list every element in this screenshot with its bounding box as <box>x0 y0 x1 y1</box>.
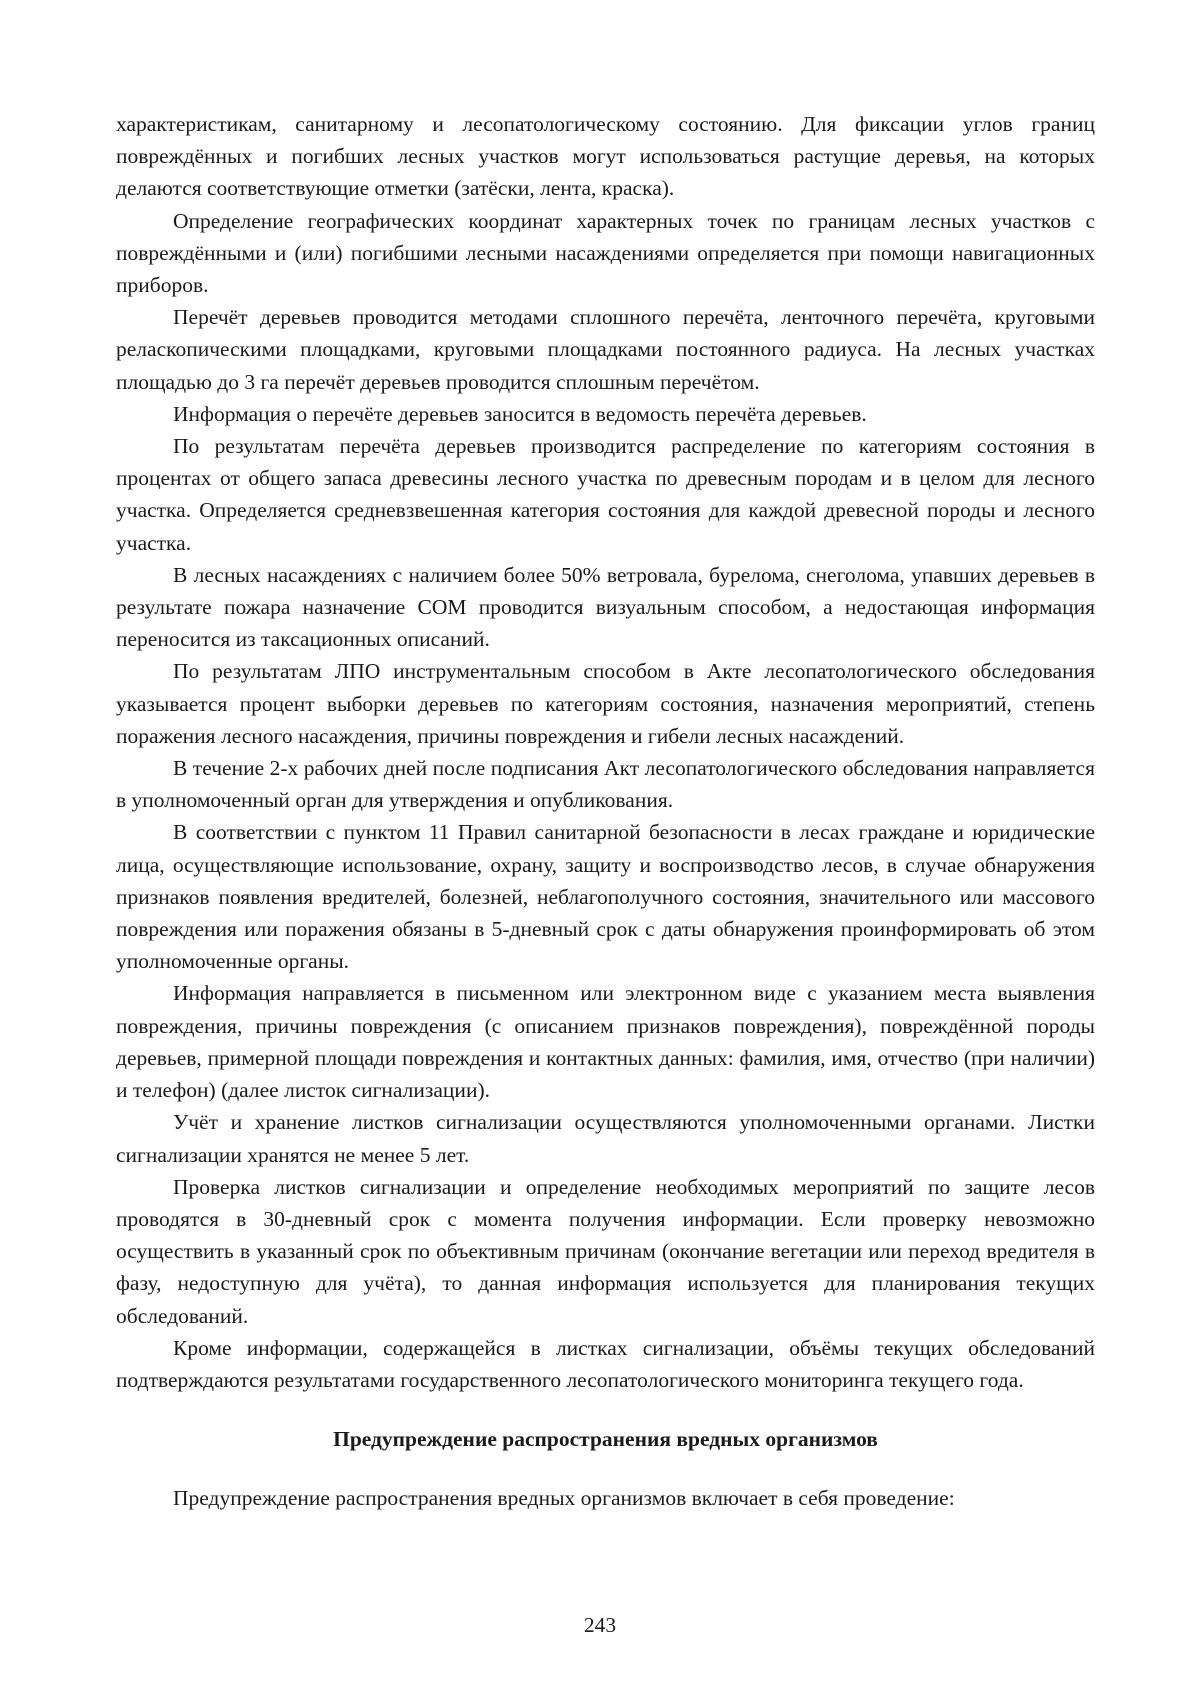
page-number: 243 <box>583 1613 617 1637</box>
paragraph-coordinates: Определение географических координат характерных точек по границам лесных участков с повреждёнными и (или) погибшими лесными насаждениями определяется при помощи навигационных приборов. <box>116 208 1095 298</box>
paragraph-act-submission: В течение 2-х рабочих дней после подписания Акт лесопатологического обследования направляется в уполномоченный орган для утверждения и опубликования. <box>116 756 1095 813</box>
paragraph-monitoring: Кроме информации, содержащейся в листках сигнализации, объёмы текущих обследований подтверждаются результатами государственного лесопатологического мониторинга текущего года. <box>116 1335 1095 1392</box>
section-heading: Предупреждение распространения вредных организмов <box>333 1427 878 1452</box>
paragraph-windfall: В лесных насаждениях с наличием более 50% ветровала, бурелома, снеголома, упавших деревьев в результате пожара назначение СОМ проводится визуальным способом, а недостающая информация переносится из таксационных описаний. <box>116 562 1095 652</box>
document-page <box>116 108 1095 1515</box>
paragraph-tree-count-record: Информация о перечёте деревьев заносится в ведомость перечёта деревьев. <box>173 401 867 426</box>
paragraph-condition-categories: По результатам перечёта деревьев производится распределение по категориям состояния в процентах от общего запаса древесины лесного участка по древесным породам и в целом для лесного участка. Определяется средневзвешенная категория состояния для каждой древесной породы и лесного участка. <box>116 434 1095 555</box>
paragraph-information-form: Информация направляется в письменном или электронном виде с указанием места выявления повреждения, причины повреждения (с описанием признаков повреждения), повреждённой породы деревьев, примерной площади повреждения и контактных данных: фамилия, имя, отчество (при наличии) и телефон) (далее листок сигнализации). <box>116 981 1095 1103</box>
paragraph-signal-storage: Учёт и хранение листков сигнализации осуществляются уполномоченными органами. Листки сигнализации хранятся не менее 5 лет. <box>116 1110 1095 1167</box>
paragraph-continuation: характеристикам, санитарному и лесопатологическому состоянию. Для фиксации углов границ повреждённых и погибших лесных участков могут использоваться растущие деревья, на которых делаются соответствующие отметки (затёски, лента, краска). <box>116 112 1095 201</box>
paragraph-prevention-intro: Предупреждение распространения вредных организмов включает в себя проведение: <box>173 1486 955 1511</box>
paragraph-survey-act: По результатам ЛПО инструментальным способом в Акте лесопатологического обследования указывается процент выборки деревьев по категориям состояния, назначения мероприятий, степень поражения лесного насаждения, причины повреждения и гибели лесных насаждений. <box>116 659 1095 748</box>
paragraph-sanitary-rules: В соответствии с пунктом 11 Правил санитарной безопасности в лесах граждане и юридические лица, осуществляющие использование, охрану, защиту и воспроизводство лесов, в случае обнаружения признаков появления вредителей, болезней, неблагополучного состояния, значительного или массового повреждения или поражения обязаны в 5-дневный срок с даты обнаружения проинформировать об этом уполномоченные органы. <box>116 820 1095 974</box>
paragraph-signal-verification: Проверка листков сигнализации и определение необходимых мероприятий по защите лесов проводятся в 30-дневный срок с момента получения информации. Если проверку невозможно осуществить в указанный срок по объективным причинам (окончание вегетации или переход вредителя в фазу, недоступную для учёта), то данная информация используется для планирования текущих обследований. <box>116 1174 1095 1328</box>
paragraph-tree-count-methods: Перечёт деревьев проводится методами сплошного перечёта, ленточного перечёта, круговыми реласкопическими площадками, круговыми площадками постоянного радиуса. На лесных участках площадью до 3 га перечёт деревьев проводится сплошным перечётом. <box>116 305 1095 394</box>
